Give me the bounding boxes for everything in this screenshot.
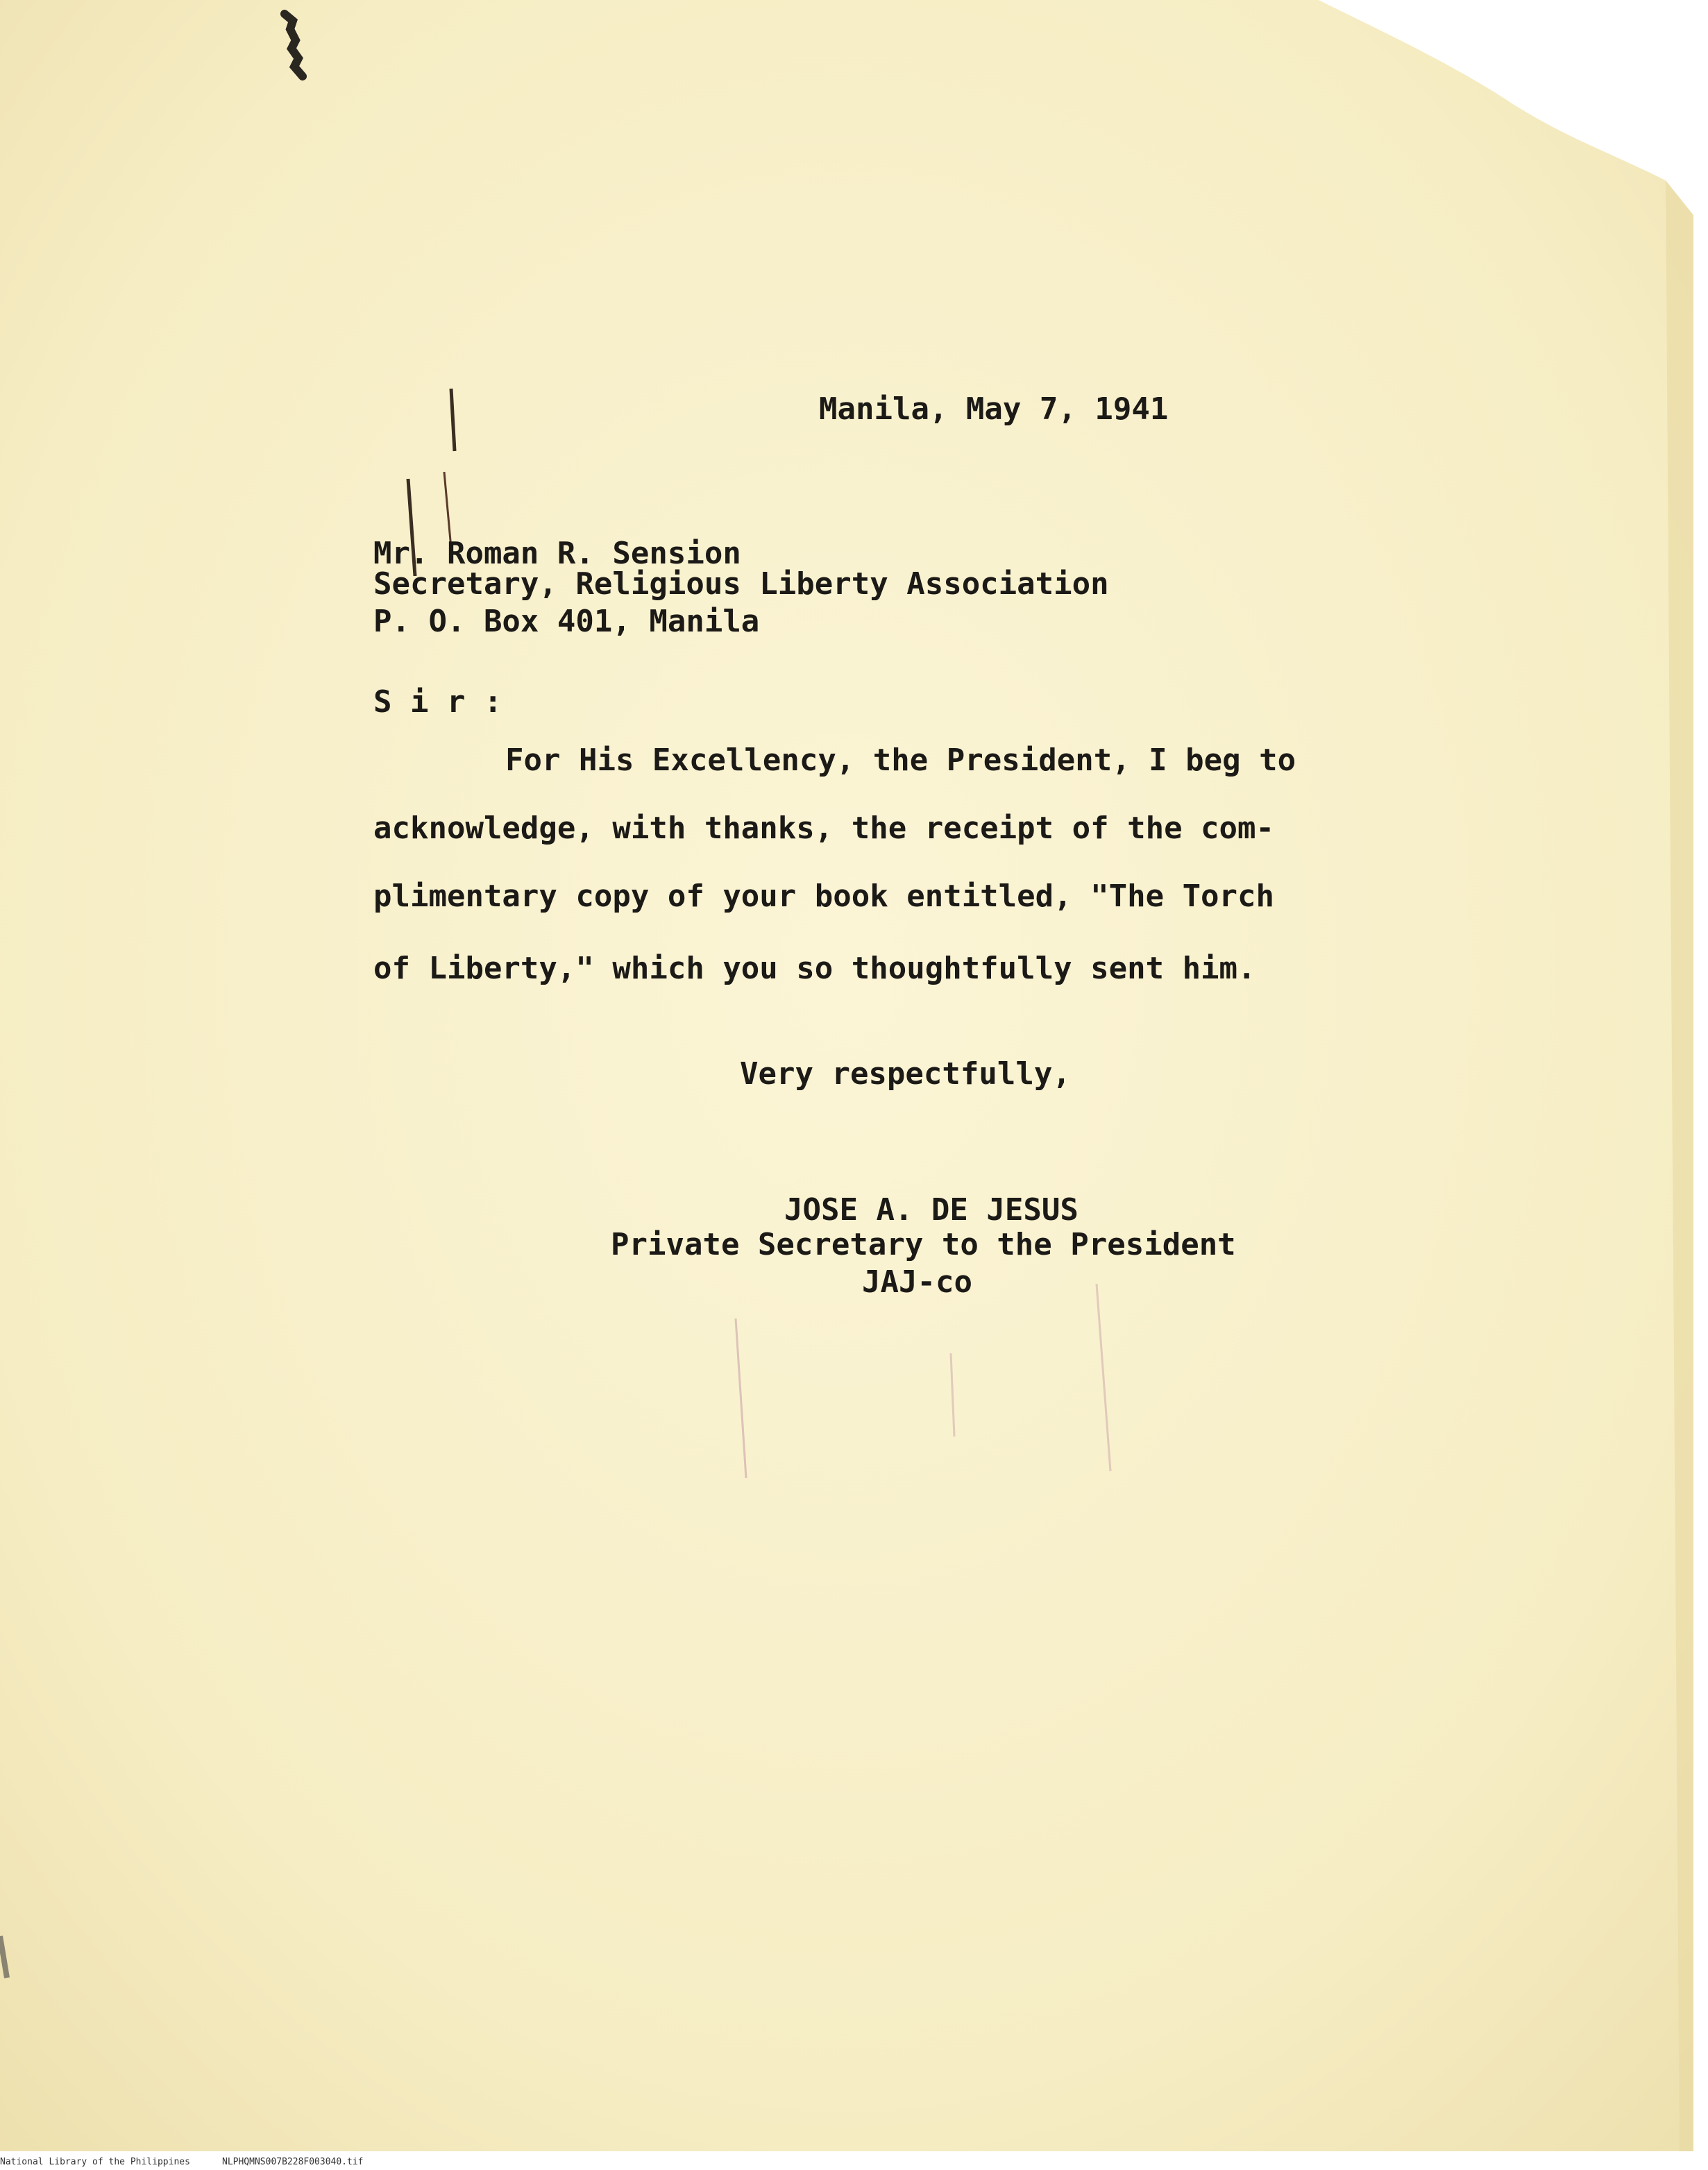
body-line-3: plimentary copy of your book entitled, "The Torch xyxy=(373,879,1275,914)
body-line-4: of Liberty," which you so thoughtfully sent him. xyxy=(373,951,1256,986)
body-line-2: acknowledge, with thanks, the receipt of the com- xyxy=(373,811,1275,846)
footer-filename: NLPHQMNS007B228F003040.tif xyxy=(222,2157,364,2167)
signature-name: JOSE A. DE JESUS xyxy=(784,1192,1079,1228)
signature-initials: JAJ-co xyxy=(862,1264,972,1300)
body-line-1: For His Excellency, the President, I beg to xyxy=(505,743,1296,778)
salutation: S i r : xyxy=(373,684,502,720)
recipient-name: Mr. Roman R. Sension xyxy=(373,536,741,571)
footer-library: National Library of the Philippines xyxy=(0,2157,190,2167)
signature-title: Private Secretary to the President xyxy=(611,1227,1236,1262)
recipient-title: Secretary, Religious Liberty Association xyxy=(373,566,1109,602)
recipient-address: P. O. Box 401, Manila xyxy=(373,604,760,639)
closing: Very respectfully, xyxy=(740,1056,1071,1092)
dateline: Manila, May 7, 1941 xyxy=(819,391,1169,427)
